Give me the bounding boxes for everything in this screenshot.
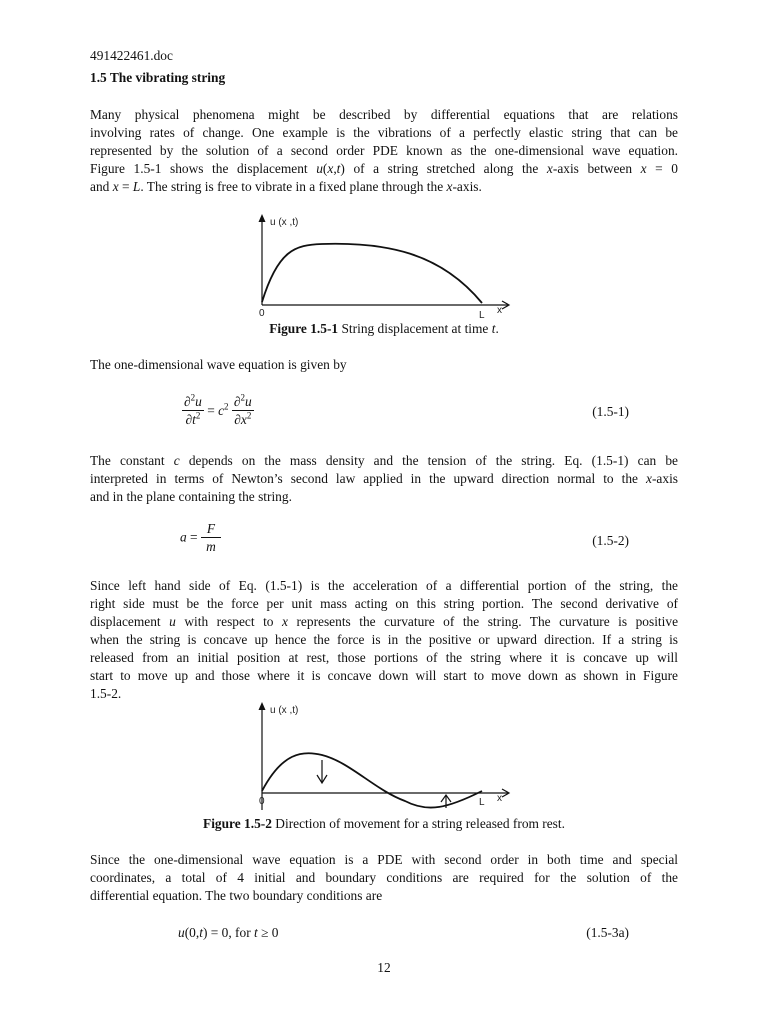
paragraph-newton: The constant c depends on the mass density and the tension of the string. Eq. (1.5-1) can be interpreted in terms of Newton’s second law applied in the upward direction normal to the x-axis and in the plane containing the string. bbox=[90, 453, 678, 504]
figure1-caption: Figure 1.5-1 String displacement at time t. bbox=[269, 321, 499, 336]
equation-newton: a = $\frac{F}{m}$ bbox=[180, 520, 221, 555]
paragraph-intro: Many physical phenomena might be described by differential equations that are relations involving rates of change. One example is the vibrations of a perfectly elastic string that can be represented by the solution of a second order PDE known as the one-dimensional wave equation. Figure 1.5-1 shows the displacement u(x,t) of a string stretched along the x-axis between x = 0 and x = L. The string is free to vibrate in a fixed plane through the x-axis. bbox=[90, 107, 678, 194]
equation-number-2: (1.5-2) bbox=[592, 533, 629, 548]
equation-wave: $\frac{\partial^2u}{\partial t^2}$ = $c^2$ $\frac{\partial^2u}{\partial x^2}$ bbox=[184, 392, 252, 427]
origin-label: 0 bbox=[259, 308, 265, 319]
page-number: 12 bbox=[377, 960, 391, 975]
string-curve bbox=[262, 244, 482, 303]
figure-string-displacement bbox=[250, 210, 520, 320]
wave-equation-intro: The one-dimensional wave equation is given by bbox=[90, 357, 347, 372]
end-label-L: L bbox=[479, 797, 485, 808]
y-axis-arrow-icon bbox=[259, 702, 266, 710]
document-filename: 491422461.doc bbox=[90, 48, 173, 63]
x-axis-label: x bbox=[497, 305, 502, 316]
paragraph-curvature: Since left hand side of Eq. (1.5-1) is the acceleration of a differential portion of the string, the right side must be the force per unit mass acting on this string portion. The second derivative of displacement u with respect to x represents the curvature of the string. The curvature is positive when the string is concave up hence the force is in the positive or upward direction. If a string is released from an initial position at rest, those portions of the string where it is concave up will start to move up and those where it is concave down will start to move down as shown in Figure 1.5-2. bbox=[90, 578, 679, 701]
equation-boundary: u(0,t) = 0, for t ≥ 0 bbox=[178, 925, 279, 940]
origin-label: 0 bbox=[259, 796, 265, 807]
section-title: 1.5 The vibrating string bbox=[90, 70, 226, 85]
y-axis-arrow-icon bbox=[259, 214, 266, 222]
figure2-caption: Figure 1.5-2 Direction of movement for a string released from rest. bbox=[203, 816, 565, 831]
figure-string-movement bbox=[250, 698, 520, 818]
x-axis-label: x bbox=[497, 793, 502, 804]
axis-label-u: u (x ,t) bbox=[270, 705, 299, 716]
equation-number-1: (1.5-1) bbox=[592, 404, 629, 419]
end-label-L: L bbox=[479, 310, 485, 320]
equation-number-3a: (1.5-3a) bbox=[586, 925, 629, 940]
paragraph-boundary-conditions: Since the one-dimensional wave equation is a PDE with second order in both time and special coordinates, a total of 4 initial and boundary conditions are required for the solution of the differential equation. The two boundary conditions are bbox=[90, 852, 678, 903]
axis-label-u: u (x ,t) bbox=[270, 217, 299, 228]
